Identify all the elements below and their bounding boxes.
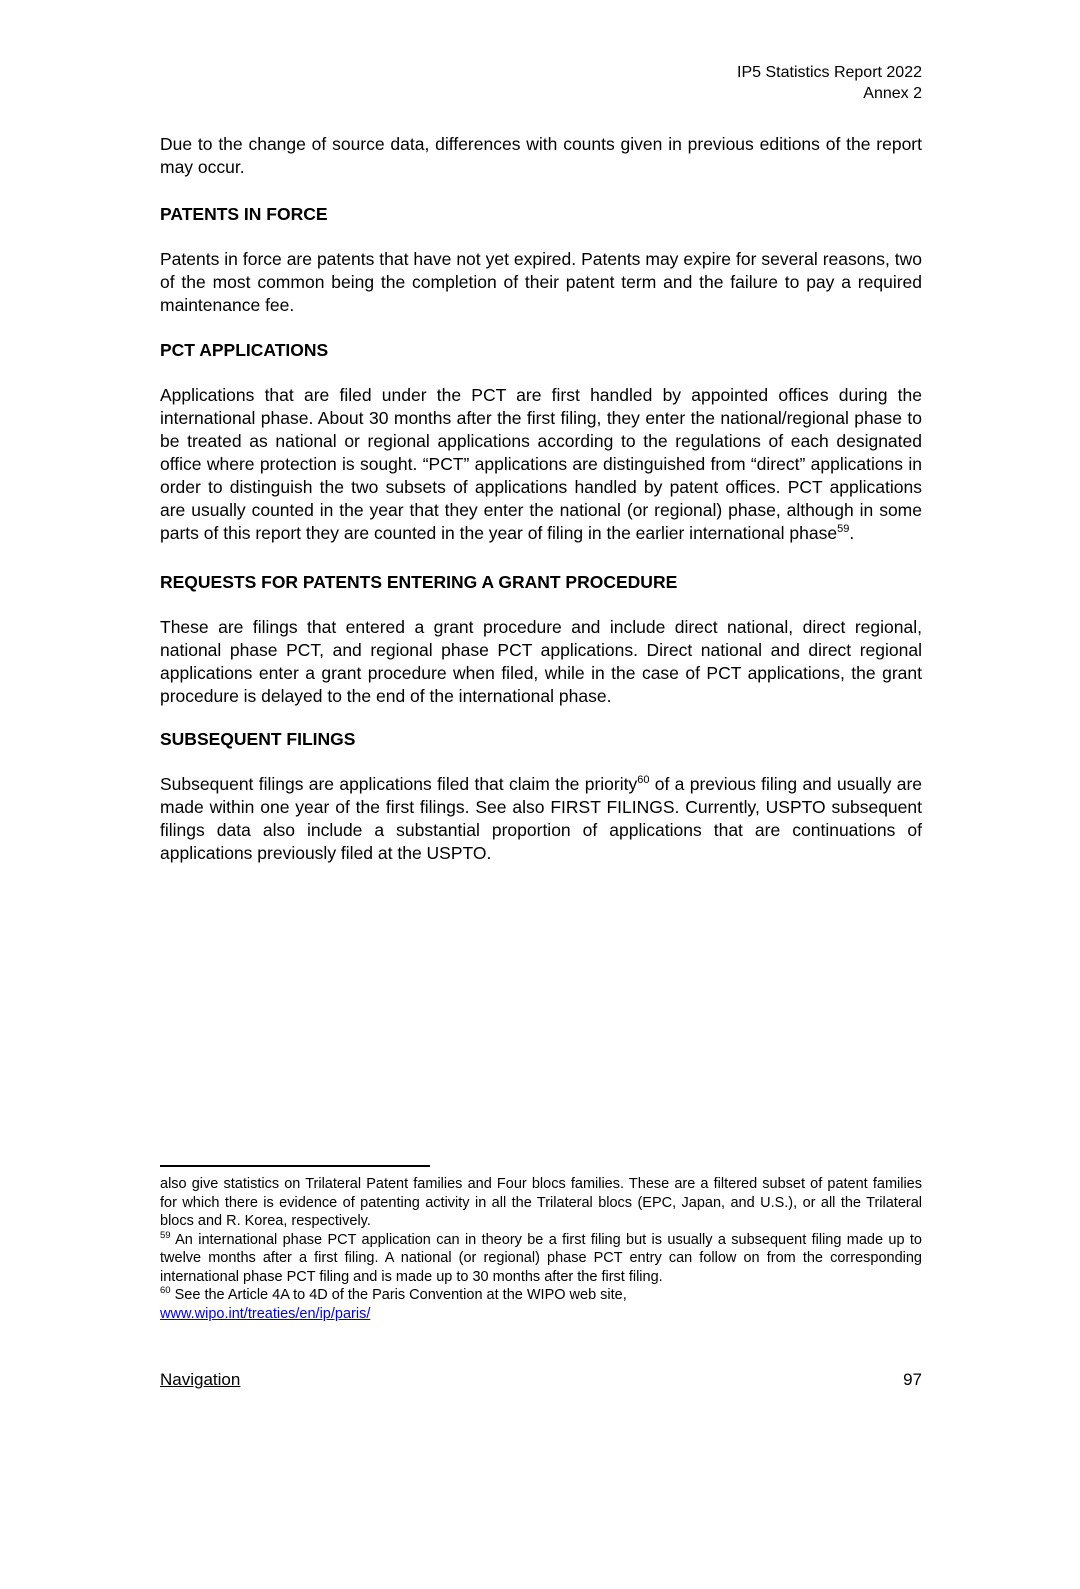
footnote-59-marker: 59	[160, 1229, 171, 1241]
footnote-continuation: also give statistics on Trilateral Patent families and Four blocs families. These are a filtered subset of patent families for which there is evidence of patenting activity in all the Trilateral blocs (EPC, Japan, and U.S.), or all the Trilateral blocs and R. Korea, respectively.	[160, 1176, 922, 1229]
paragraph-patents-in-force: Patents in force are patents that have not yet expired. Patents may expire for several reasons, two of the most common being the completion of their patent term and the failure to pay a required maintenance fee.	[160, 249, 922, 315]
footnote-59	[160, 1231, 922, 1287]
page-number: 97	[903, 1370, 922, 1389]
paragraph-pct-applications	[160, 384, 922, 545]
footnote-60-marker: 60	[160, 1285, 171, 1297]
footnotes-block	[160, 1175, 922, 1323]
footnote-separator-rule	[160, 1165, 430, 1167]
annex-label: Annex 2	[863, 85, 922, 102]
subsequent-paragraph-end: of a previous filing and usually are made within one year of the first filings. See also FIRST FILINGS. Currently, USPTO subsequent filings data also include a substantial proportion of applications that are continuations of applications previously filed at the USPTO.	[160, 774, 923, 863]
document-page	[0, 62, 1080, 1589]
footnote-ref-60[interactable]: 60	[637, 774, 650, 787]
intro-paragraph: Due to the change of source data, differences with counts given in previous editions of the report may occur.	[160, 134, 922, 177]
paragraph-subsequent-filings	[160, 773, 922, 865]
page-footer	[160, 1369, 922, 1391]
section-heading-subsequent-filings: SUBSEQUENT FILINGS	[160, 729, 356, 749]
report-title: IP5 Statistics Report 2022	[737, 64, 922, 81]
section-heading-pct-applications: PCT APPLICATIONS	[160, 340, 329, 360]
page-header	[160, 62, 922, 104]
wipo-paris-convention-link[interactable]: www.wipo.int/treaties/en/ip/paris/	[160, 1305, 371, 1322]
navigation-link[interactable]: Navigation	[160, 1370, 241, 1389]
subsequent-paragraph-text: Subsequent filings are applications filed that claim the priority	[160, 774, 638, 794]
footnote-ref-59[interactable]: 59	[837, 523, 850, 536]
footnote-59-text: An international phase PCT application can in theory be a first filing but is usually a subsequent filing made up to twelve months after a first filing. A national (or regional) phase PCT entry can follow on from the corresponding international phase PCT filing and is made up to 30 months after the first filing.	[160, 1231, 922, 1285]
paragraph-requests-grant-procedure: These are filings that entered a grant procedure and include direct national, direct regional, national phase PCT, and regional phase PCT applications. Direct national and direct regional applications enter a grant procedure when filed, while in the case of PCT applications, the grant procedure is delayed to the end of the international phase.	[160, 617, 922, 706]
section-heading-requests-grant-procedure: REQUESTS FOR PATENTS ENTERING A GRANT PROCEDURE	[160, 572, 678, 592]
footnote-60	[160, 1286, 922, 1323]
pct-paragraph-text: Applications that are filed under the PCT are first handled by appointed offices during the international phase. About 30 months after the first filing, they enter the national/regional phase to be treated as national or regional applications according to the regulations of each designated office where protection is sought. “PCT” applications are distinguished from “direct” applications in order to distinguish the two subsets of applications handled by patent offices. PCT applications are usually counted in the year that they enter the national (or regional) phase, although in some parts of this report they are counted in the year of filing in the earlier international phase	[160, 385, 922, 543]
footnote-60-text: See the Article 4A to 4D of the Paris Convention at the WIPO web site,	[174, 1287, 627, 1303]
pct-paragraph-end: .	[849, 523, 855, 543]
section-heading-patents-in-force: PATENTS IN FORCE	[160, 204, 328, 224]
